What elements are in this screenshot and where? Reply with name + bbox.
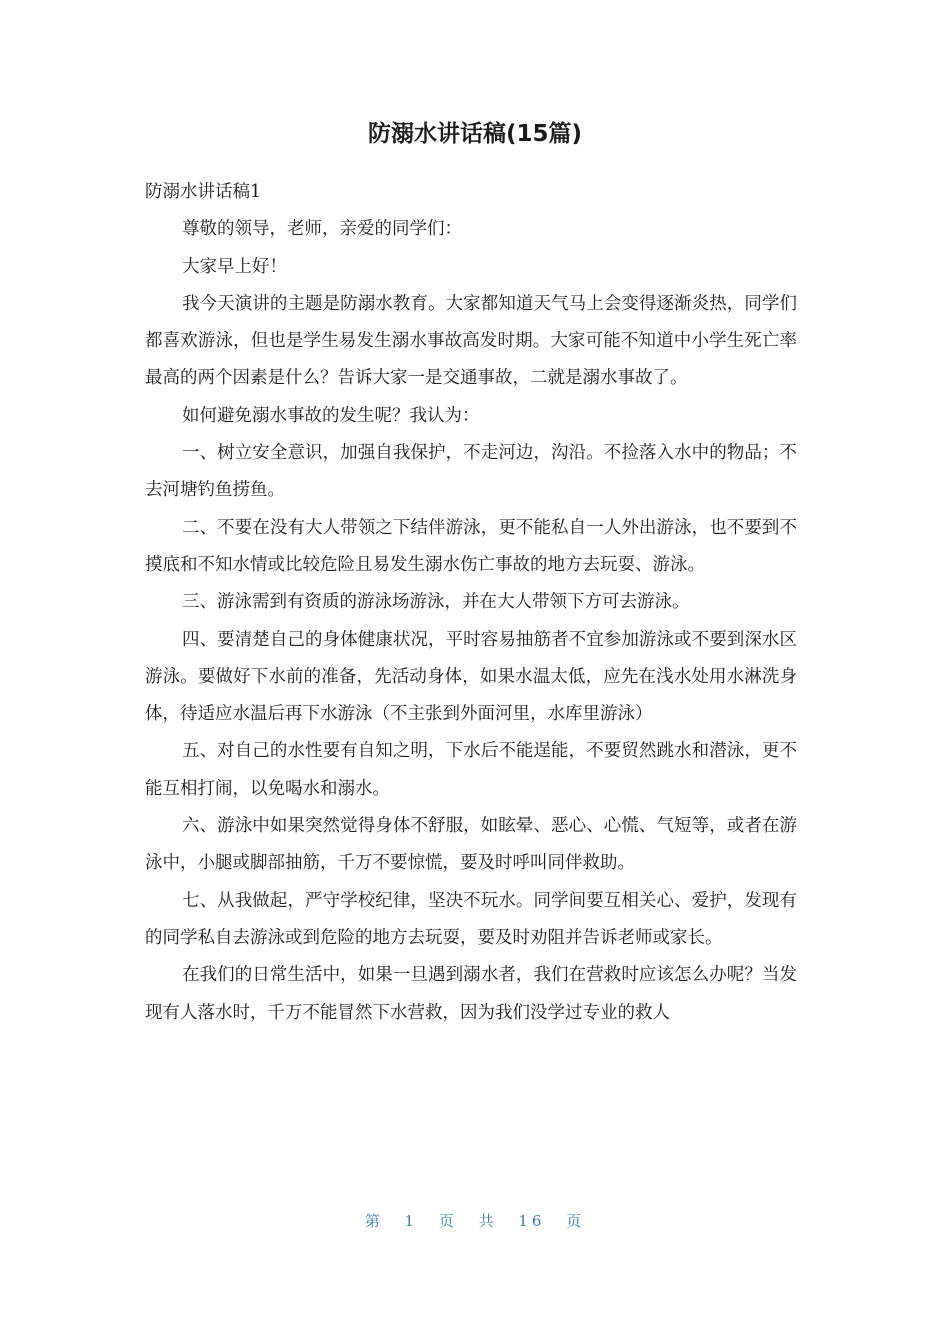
body-paragraph: 大家早上好！	[182, 256, 287, 277]
document-body	[145, 174, 797, 1032]
body-paragraph: 三、游泳需到有资质的游泳场游泳，并在大人带领下方可去游泳。	[182, 592, 690, 613]
body-paragraph: 尊敬的领导，老师，亲爱的同学们：	[182, 219, 462, 240]
body-paragraph: 四、要清楚自己的身体健康状况，平时容易抽筋者不宜参加游泳或不要到深水区游泳。要做好下水前的准备，先活动身体，如果水温太低，应先在浅水处用水淋洗身体，待适应水温后再下水游泳（不主张到外面河里，水库里游泳）	[145, 629, 797, 725]
body-paragraph: 我今天演讲的主题是防溺水教育。大家都知道天气马上会变得逐渐炎热，同学们都喜欢游泳，但也是学生易发生溺水事故高发时期。大家可能不知道中小学生死亡率最高的两个因素是什么？告诉大家一是交通事故，二就是溺水事故了。	[145, 293, 797, 389]
document-title: 防溺水讲话稿(15篇)	[367, 121, 583, 147]
body-paragraph: 一、树立安全意识，加强自我保护，不走河边，沟沿。不捡落入水中的物品；不去河塘钓鱼捞鱼。	[145, 443, 797, 501]
body-paragraph: 如何避免溺水事故的发生呢？我认为：	[182, 405, 480, 426]
body-paragraph: 二、不要在没有大人带领之下结伴游泳，更不能私自一人外出游泳，也不要到不摸底和不知水情或比较危险且易发生溺水伤亡事故的地方去玩耍、游泳。	[145, 517, 797, 575]
body-paragraph: 七、从我做起，严守学校纪律，坚决不玩水。同学间要互相关心、爱护，发现有的同学私自去游泳或到危险的地方去玩耍，要及时劝阻并告诉老师或家长。	[145, 890, 797, 948]
body-paragraph: 在我们的日常生活中，如果一旦遇到溺水者，我们在营救时应该怎么办呢？当发现有人落水时，千万不能冒然下水营救，因为我们没学过专业的救人	[145, 965, 797, 1023]
body-paragraph: 五、对自己的水性要有自知之明，下水后不能逞能，不要贸然跳水和潜泳，更不能互相打闹，以免喝水和溺水。	[145, 741, 797, 799]
body-paragraph: 六、游泳中如果突然觉得身体不舒服，如眩晕、恶心、心慌、气短等，或者在游泳中，小腿或脚部抽筋，千万不要惊慌，要及时呼叫同伴救助。	[145, 816, 797, 874]
body-paragraph: 防溺水讲话稿1	[145, 182, 262, 202]
page-footer: 第 1 页 共 16 页	[364, 1212, 586, 1230]
